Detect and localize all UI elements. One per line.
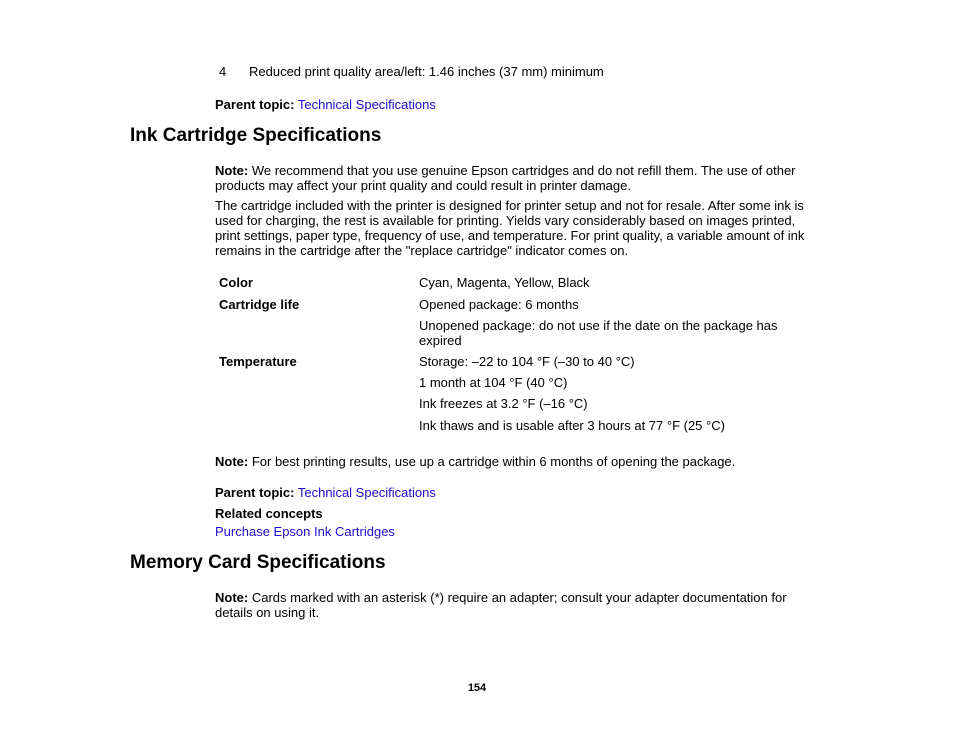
note-label: Note:	[215, 590, 249, 605]
ink-note	[215, 163, 815, 193]
note-label: Note:	[215, 163, 249, 178]
related-concepts-label: Related concepts	[215, 506, 323, 521]
cartridge-life-value-unopened: Unopened package: do not use if the date on the package has expired	[419, 318, 778, 348]
temperature-thaw-value: Ink thaws and is usable after 3 hours at 77 °F (25 °C)	[419, 418, 725, 433]
ink-cartridge-heading: Ink Cartridge Specifications	[130, 125, 382, 146]
page-number: 154	[467, 682, 487, 694]
ink-paragraph: The cartridge included with the printer is designed for printer setup and not for resale. After some ink is used for charging, the rest is available for printing. Yields vary considerably based on images printed, print settings, paper type, frequency of use, and temperature. For print quality, a variable amount of ink remains in the cartridge after the "replace cartridge" indicator comes on.	[215, 198, 805, 258]
parent-topic-link[interactable]: Technical Specifications	[297, 485, 436, 500]
temperature-month-value: 1 month at 104 °F (40 °C)	[419, 375, 568, 390]
temperature-storage-value: Storage: –22 to 104 °F (–30 to 40 °C)	[419, 354, 635, 369]
memory-note	[215, 590, 815, 620]
parent-topic-line	[215, 485, 436, 500]
cartridge-life-value-opened: Opened package: 6 months	[419, 297, 579, 312]
ink-note-2	[215, 454, 815, 469]
purchase-ink-link[interactable]: Purchase Epson Ink Cartridges	[215, 524, 395, 539]
parent-topic-link[interactable]: Technical Specifications	[297, 97, 436, 112]
temperature-freeze-value: Ink freezes at 3.2 °F (–16 °C)	[419, 396, 588, 411]
color-label: Color	[219, 275, 253, 290]
color-value: Cyan, Magenta, Yellow, Black	[419, 275, 590, 290]
note-text: We recommend that you use genuine Epson cartridges and do not refill them. The use of other products may affect your print quality and could result in printer damage.	[215, 163, 796, 193]
parent-topic-line	[215, 97, 436, 112]
note-text: For best printing results, use up a cartridge within 6 months of opening the package.	[248, 454, 736, 469]
list-item-number: 4	[219, 64, 227, 79]
note-text: Cards marked with an asterisk (*) require an adapter; consult your adapter documentation for details on using it.	[215, 590, 787, 620]
cartridge-life-label: Cartridge life	[219, 297, 300, 312]
list-item-text: Reduced print quality area/left: 1.46 inches (37 mm) minimum	[249, 64, 604, 79]
parent-topic-label: Parent topic:	[215, 97, 295, 112]
note-label: Note:	[215, 454, 249, 469]
parent-topic-label: Parent topic:	[215, 485, 295, 500]
temperature-label: Temperature	[219, 354, 297, 369]
memory-card-heading: Memory Card Specifications	[130, 552, 386, 573]
